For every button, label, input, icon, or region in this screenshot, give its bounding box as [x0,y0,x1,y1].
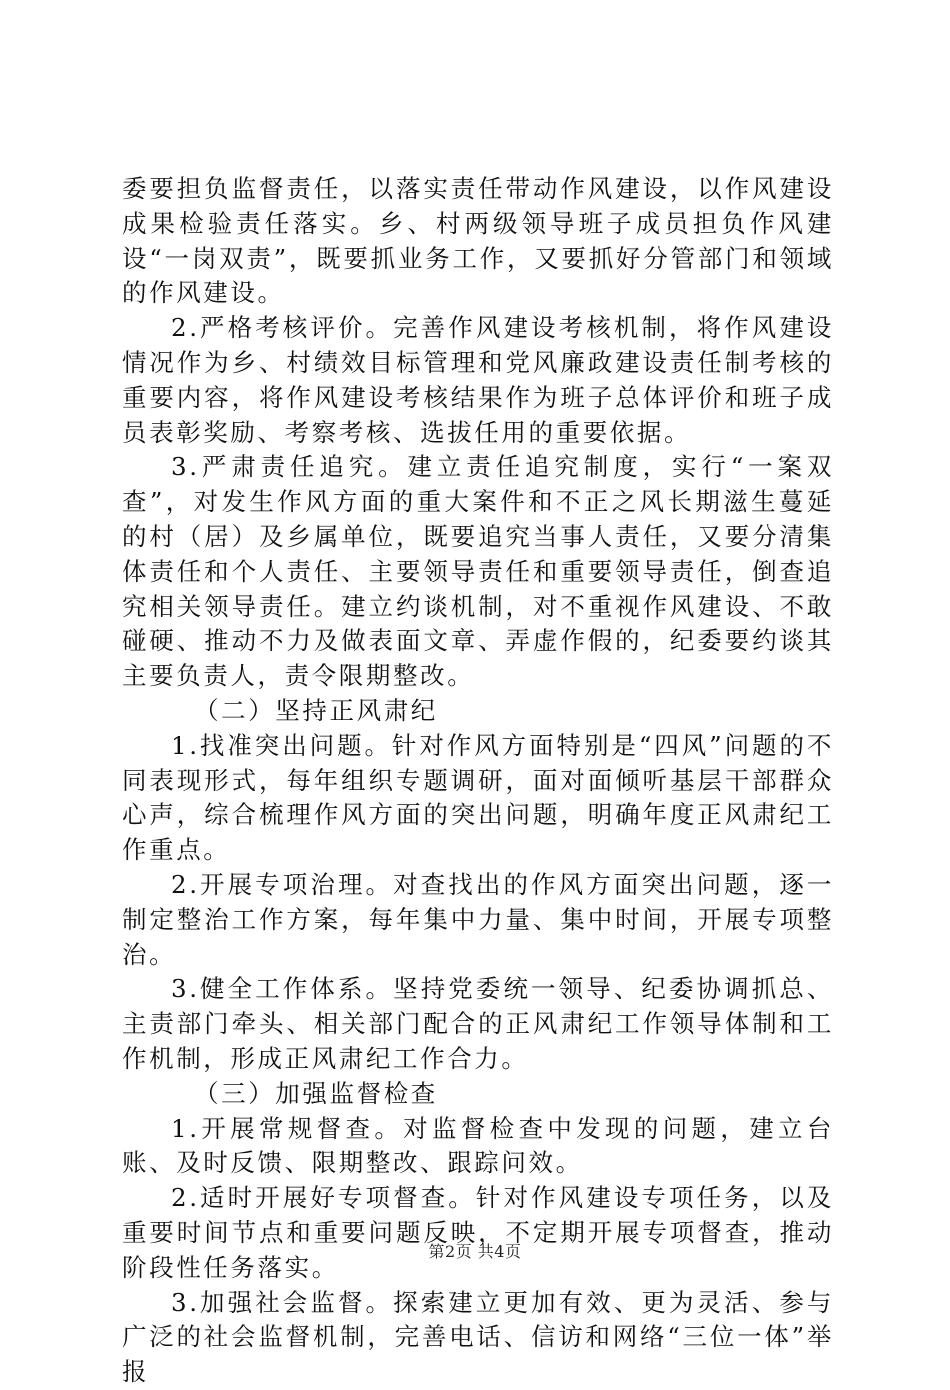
paragraph-item: 3.严肃责任追究。建立责任追究制度，实行“一案双查”，对发生作风方面的重大案件和不正之风长期滋生蔓延的村（居）及乡属单位，既要追究当事人责任，又要分清集体责任和个人责任、主要领导责任和重要领导责任，倒查追究相关领导责任。建立约谈机制，对不重视作风建设、不敢碰硬、推动不力及做表面文章、弄虚作假的，纪委要约谈其主要负责人，责令限期整改。 [122,452,834,691]
paragraph-item: 2.适时开展好专项督查。针对作风建设专项任务，以及重要时间节点和重要问题反映，不定期开展专项督查，推动阶段性任务落实。 [122,1183,834,1282]
section-heading: （三）加强监督检查 [194,1078,438,1108]
paragraph-item: 1.开展常规督查。对监督检查中发现的问题，建立台账、及时反馈、限期整改、跟踪问效。 [122,1113,834,1178]
page-footer: 第2页 共4页 [428,1242,522,1261]
section-heading: （二）坚持正风肃纪 [194,695,438,725]
paragraph-item: 2.开展专项治理。对查找出的作风方面突出问题，逐一制定整治工作方案，每年集中力量、集中时间，开展专项整治。 [122,869,834,969]
paragraph-continuation: 委要担负监督责任，以落实责任带动作风建设，以作风建设成果检验责任落实。乡、村两级领导班子成员担负作风建设“一岗双责”，既要抓业务工作，又要抓好分管部门和领域的作风建设。 [122,174,834,308]
paragraph-item: 3.加强社会监督。探索建立更加有效、更为灵活、参与广泛的社会监督机制，完善电话、信访和网络“三位一体”举报 [122,1287,834,1387]
paragraph-item: 3.健全工作体系。坚持党委统一领导、纪委协调抓总、主责部门牵头、相关部门配合的正风肃纪工作领导体制和工作机制，形成正风肃纪工作合力。 [122,974,834,1073]
paragraph-item: 1.找准突出问题。针对作风方面特别是“四风”问题的不同表现形式，每年组织专题调研，面对面倾听基层干部群众心声，综合梳理作风方面的突出问题，明确年度正风肃纪工作重点。 [122,730,834,865]
document-body [122,172,834,1390]
paragraph-item: 2.严格考核评价。完善作风建设考核机制，将作风建设情况作为乡、村绩效目标管理和党风廉政建设责任制考核的重要内容，将作风建设考核结果作为班子总体评价和班子成员表彰奖励、考察考核、选拔任用的重要依据。 [122,313,834,447]
